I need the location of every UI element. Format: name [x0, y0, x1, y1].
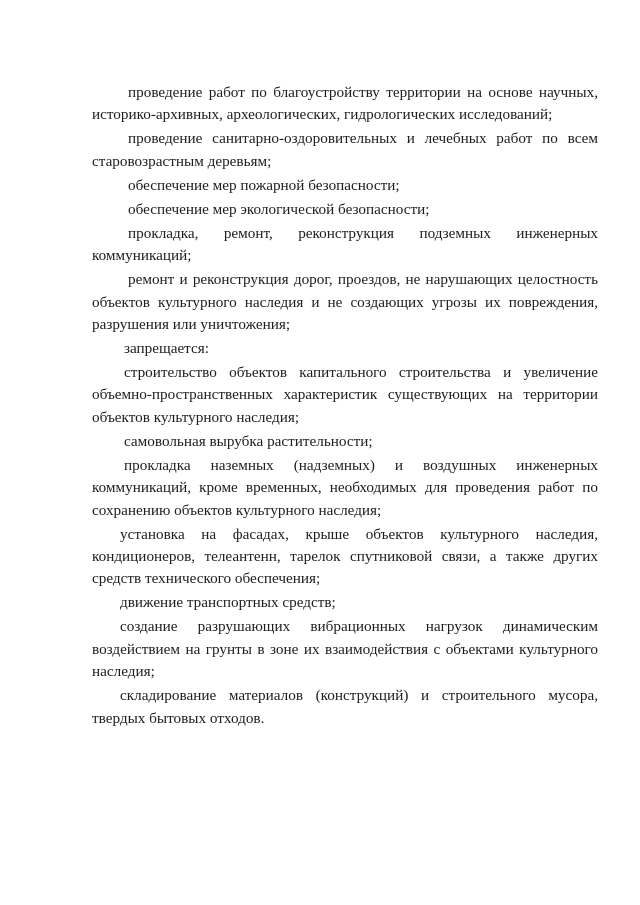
- paragraph-prohibited-heading: запрещается:: [124, 340, 209, 358]
- paragraph-underground-utilities: прокладка, ремонт, реконструкция подземных инженерных коммуникаций;: [92, 224, 598, 265]
- paragraph-road-repair: ремонт и реконструкция дорог, проездов, не нарушающих целостность объектов культурного наследия и не создающих угрозы их повреждения, разрушения или уничтожения;: [92, 271, 598, 334]
- paragraph-vibration-loads: создание разрушающих вибрационных нагрузок динамическим воздействием на грунты в зоне их взаимодействия с объектами культурного наследия;: [92, 618, 598, 681]
- paragraph-material-storage: складирование материалов (конструкций) и строительного мусора, твердых бытовых отходов.: [92, 687, 598, 727]
- paragraph-landscaping: проведение работ по благоустройству территории на основе научных, историко-архивных, археологических, гидрологических исследований;: [92, 84, 598, 124]
- paragraph-tree-felling: самовольная вырубка растительности;: [124, 432, 373, 450]
- paragraph-ecological-safety: обеспечение мер экологической безопасности;: [128, 200, 430, 218]
- paragraph-overhead-utilities: прокладка наземных (надземных) и воздушных инженерных коммуникаций, кроме временных, необходимых для проведения работ по сохранению объектов культурного наследия;: [92, 456, 598, 519]
- document-body: [92, 82, 598, 732]
- paragraph-capital-construction: строительство объектов капитального строительства и увеличение объемно-пространственных характеристик существующих на территории объектов культурного наследия;: [92, 364, 598, 426]
- paragraph-sanitary-works: проведение санитарно-оздоровительных и лечебных работ по всем старовозрастным деревьям;: [92, 130, 598, 170]
- paragraph-facade-equipment: установка на фасадах, крыше объектов культурного наследия, кондиционеров, телеантенн, тарелок спутниковой связи, а также других средств технического обеспечения;: [92, 525, 598, 588]
- paragraph-vehicle-traffic: движение транспортных средств;: [120, 594, 336, 612]
- paragraph-fire-safety: обеспечение мер пожарной безопасности;: [128, 176, 400, 194]
